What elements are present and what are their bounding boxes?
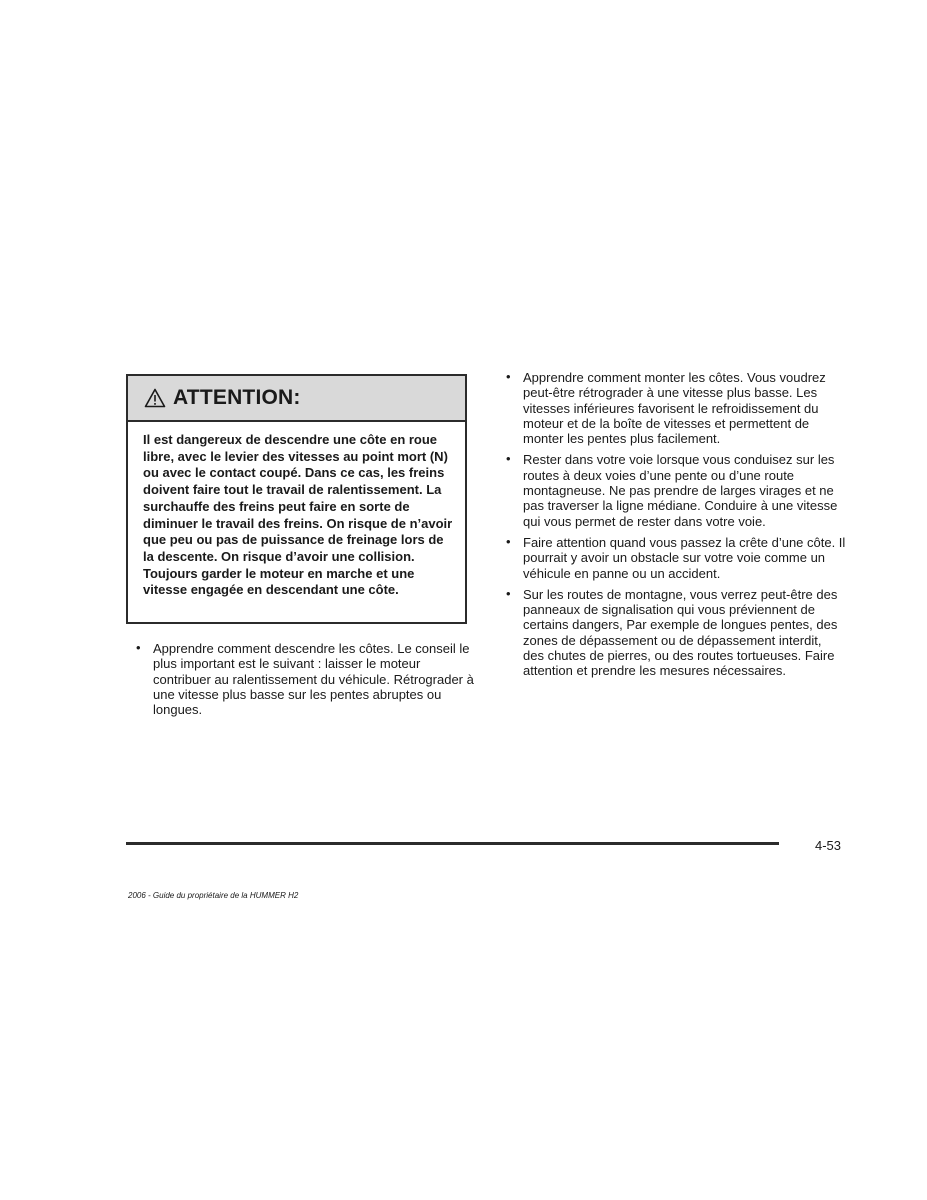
bullet-icon: • xyxy=(506,585,511,601)
warning-body: Il est dangereux de descendre une côte en roue libre, avec le levier des vitesses au point mort (N) ou avec le contact coupé. Dans ce cas, les freins doivent faire tout le travail de ralentissement. La surchauffe des freins peut faire en sorte de diminuer le travail des freins. On risque de n’avoir que peu ou pas de puissance de freinage lors de la descente. On risque d’avoir une collision. Toujours garder le moteur en marche et une vitesse engagée en descendant une côte. xyxy=(143,432,453,598)
list-item-text: Apprendre comment monter les côtes. Vous voudrez peut-être rétrograder à une vitesse plus basse. Les vitesses inférieures favorisent le refroidissement du moteur et de la boîte de vitesses et permettent de monter les pentes plus facilement. xyxy=(523,370,826,447)
list-item-text: Sur les routes de montagne, vous verrez peut-être des panneaux de signalisation qui vous préviennent de certains dangers, Par exemple de longues pentes, des zones de dépassement ou de dépassement interdit, des chutes de pierres, ou des routes tortueuses. Faire attention et prendre les mesures nécessaires. xyxy=(523,586,838,679)
footer-rule xyxy=(126,842,779,845)
list-item xyxy=(136,641,476,717)
warning-title: ATTENTION: xyxy=(173,386,301,409)
list-item-text: Apprendre comment descendre les côtes. Le conseil le plus important est le suivant : laisser le moteur contribuer au ralentissement du véhicule. Rétrograder à une vitesse plus basse sur les pentes abruptes ou longues. xyxy=(153,641,474,718)
warning-box xyxy=(126,374,467,624)
warning-triangle-icon xyxy=(144,388,166,408)
right-bullet-list xyxy=(506,370,846,685)
bullet-icon: • xyxy=(136,640,141,655)
page-number: 4-53 xyxy=(815,838,842,853)
list-item xyxy=(506,452,846,528)
list-item-text: Rester dans votre voie lorsque vous conduisez sur les routes à deux voies d’une pente ou d’une route montagneuse. Ne pas prendre de larges virages et ne pas traverser la ligne médiane. Conduire à une vitesse qui vous permet de rester dans votre voie. xyxy=(523,452,838,529)
left-bullet-list xyxy=(136,641,476,723)
bullet-icon: • xyxy=(506,451,511,467)
list-item xyxy=(506,587,846,679)
warning-header xyxy=(128,376,465,422)
bullet-icon: • xyxy=(506,369,511,384)
footer-text: 2006 - Guide du propriétaire de la HUMMER H2 xyxy=(128,891,299,900)
list-item xyxy=(506,370,846,446)
list-item xyxy=(506,535,846,581)
list-item-text: Faire attention quand vous passez la crête d’une côte. Il pourrait y avoir un obstacle sur votre voie comme un véhicule en panne ou un accident. xyxy=(523,534,846,581)
bullet-icon: • xyxy=(506,533,511,549)
